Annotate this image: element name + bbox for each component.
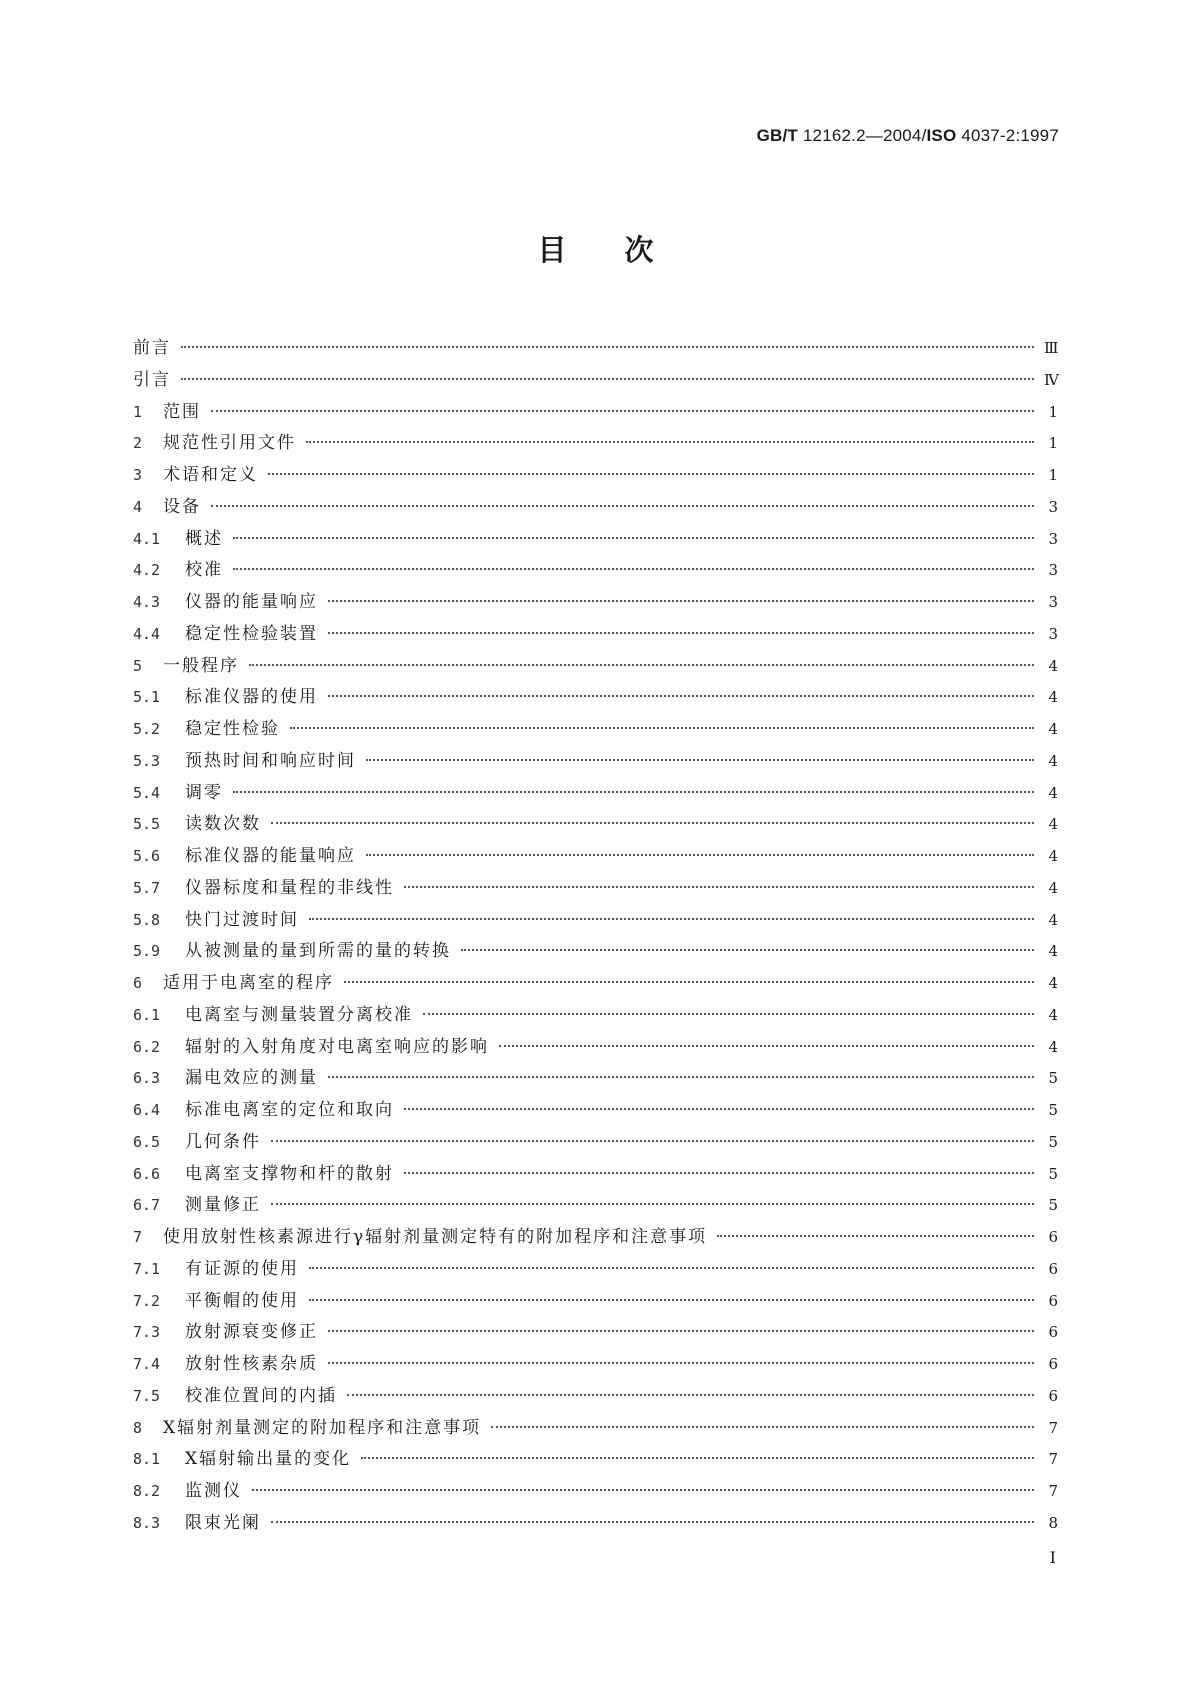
toc-entry-number: 6 bbox=[133, 974, 143, 992]
toc-entry-title: 适用于电离室的程序 bbox=[163, 973, 334, 993]
toc-entry-number: 6.7 bbox=[133, 1196, 161, 1215]
toc-entry[interactable] bbox=[133, 746, 1058, 778]
toc-entry[interactable] bbox=[133, 651, 1058, 683]
toc-entry-page: 5 bbox=[1048, 1132, 1058, 1151]
toc-entry-title: 标准电离室的定位和取向 bbox=[185, 1100, 394, 1120]
toc-entry-number: 7.5 bbox=[133, 1386, 161, 1405]
toc-entry-number: 8 bbox=[133, 1418, 143, 1437]
toc-dot-leader bbox=[347, 1394, 1034, 1396]
toc-entry[interactable] bbox=[133, 555, 1058, 587]
toc-entry-page: 6 bbox=[1048, 1259, 1058, 1278]
toc-entry-number: 8.1 bbox=[133, 1450, 161, 1469]
toc-entry-title: 快门过渡时间 bbox=[185, 909, 299, 930]
toc-entry-title: 概述 bbox=[185, 528, 223, 549]
toc-entry-title: 读数次数 bbox=[185, 814, 261, 835]
toc-entry-title: 范围 bbox=[163, 401, 201, 422]
toc-entry-page: 5 bbox=[1048, 1069, 1058, 1088]
toc-entry-page: 8 bbox=[1048, 1513, 1058, 1532]
toc-entry-number: 8.2 bbox=[133, 1482, 161, 1500]
toc-entry[interactable] bbox=[133, 365, 1058, 397]
toc-entry-page: 6 bbox=[1048, 1386, 1058, 1405]
toc-entry-number: 3 bbox=[133, 466, 143, 484]
toc-entry-title: 平衡帽的使用 bbox=[185, 1290, 299, 1311]
toc-entry-page: 4 bbox=[1048, 878, 1058, 897]
toc-entry-number: 7.3 bbox=[133, 1323, 161, 1342]
toc-entry-title: 前言 bbox=[133, 338, 171, 358]
toc-entry-page: 4 bbox=[1048, 1037, 1058, 1056]
toc-entry-number: 7.1 bbox=[133, 1259, 161, 1278]
toc-entry[interactable] bbox=[133, 778, 1058, 810]
toc-entry-page: 7 bbox=[1048, 1450, 1058, 1469]
page-number: I bbox=[1049, 1548, 1056, 1567]
toc-entry-title: 校准 bbox=[185, 560, 223, 581]
toc-entry-title: 监测仪 bbox=[185, 1481, 242, 1501]
toc-entry-title: 几何条件 bbox=[185, 1131, 261, 1152]
toc-dot-leader bbox=[328, 1076, 1034, 1078]
toc-dot-leader bbox=[268, 473, 1034, 475]
toc-dot-leader bbox=[361, 1457, 1034, 1459]
toc-entry-page: 4 bbox=[1048, 942, 1058, 961]
standard-code-iso: ISO bbox=[926, 126, 957, 145]
standard-code bbox=[757, 126, 1059, 146]
toc-entry-page: 7 bbox=[1048, 1418, 1058, 1437]
toc-entry-page: 5 bbox=[1048, 1196, 1058, 1215]
toc-entry-page: 4 bbox=[1048, 974, 1058, 992]
toc-entry-page: 3 bbox=[1048, 593, 1058, 611]
toc-dot-leader bbox=[423, 1013, 1034, 1015]
toc-entry-page: 1 bbox=[1048, 402, 1058, 421]
toc-dot-leader bbox=[252, 1489, 1034, 1491]
table-of-contents bbox=[133, 333, 1058, 1540]
toc-entry-page: Ⅲ bbox=[1044, 339, 1059, 357]
toc-entry-title: 放射性核素杂质 bbox=[185, 1354, 318, 1374]
toc-entry-number: 5.3 bbox=[133, 751, 161, 770]
toc-entry-title: 仪器标度和量程的非线性 bbox=[185, 877, 394, 898]
toc-entry[interactable] bbox=[133, 1317, 1058, 1349]
toc-entry-title: 规范性引用文件 bbox=[163, 433, 296, 454]
toc-dot-leader bbox=[309, 1267, 1034, 1269]
toc-entry[interactable] bbox=[133, 1095, 1058, 1127]
toc-entry-number: 5.7 bbox=[133, 878, 161, 897]
toc-entry[interactable] bbox=[133, 524, 1058, 556]
toc-entry-number: 4.3 bbox=[133, 593, 161, 611]
toc-entry-number: 8.3 bbox=[133, 1513, 161, 1532]
toc-dot-leader bbox=[306, 441, 1034, 443]
toc-dot-leader bbox=[211, 505, 1034, 507]
toc-entry-page: 4 bbox=[1048, 847, 1058, 865]
toc-entry-page: 7 bbox=[1048, 1482, 1058, 1500]
toc-entry-title: 稳定性检验装置 bbox=[185, 623, 318, 644]
toc-dot-leader bbox=[366, 854, 1034, 856]
toc-dot-leader bbox=[461, 949, 1034, 951]
toc-entry[interactable] bbox=[133, 936, 1058, 968]
toc-entry-page: 1 bbox=[1048, 434, 1058, 453]
toc-entry-number: 5.8 bbox=[133, 910, 161, 929]
toc-entry-title: 电离室与测量装置分离校准 bbox=[185, 1004, 413, 1025]
toc-dot-leader bbox=[328, 695, 1034, 697]
toc-dot-leader bbox=[328, 632, 1034, 634]
toc-entry-number: 7.4 bbox=[133, 1355, 161, 1373]
toc-entry-number: 6.5 bbox=[133, 1132, 161, 1151]
toc-entry-number: 6.4 bbox=[133, 1101, 161, 1119]
toc-entry-title: 使用放射性核素源进行γ辐射剂量测定特有的附加程序和注意事项 bbox=[163, 1227, 708, 1247]
toc-entry-page: 3 bbox=[1048, 561, 1058, 580]
toc-entry-title: 校准位置间的内插 bbox=[185, 1385, 337, 1406]
toc-entry[interactable] bbox=[133, 1063, 1058, 1095]
toc-entry-number: 7.2 bbox=[133, 1291, 161, 1310]
toc-dot-leader bbox=[211, 410, 1034, 412]
toc-entry[interactable] bbox=[133, 1254, 1058, 1286]
toc-dot-leader bbox=[328, 600, 1034, 602]
toc-entry-page: 6 bbox=[1048, 1323, 1058, 1342]
toc-entry[interactable] bbox=[133, 333, 1058, 365]
toc-entry-title: 测量修正 bbox=[185, 1195, 261, 1216]
toc-dot-leader bbox=[290, 727, 1034, 729]
toc-dot-leader bbox=[404, 1108, 1034, 1110]
toc-entry-page: 6 bbox=[1048, 1291, 1058, 1310]
toc-entry-page: 3 bbox=[1048, 497, 1058, 516]
toc-dot-leader bbox=[344, 981, 1034, 983]
toc-entry[interactable] bbox=[133, 714, 1058, 746]
toc-dot-leader bbox=[491, 1426, 1034, 1428]
toc-dot-leader bbox=[249, 664, 1034, 666]
toc-entry-page: 4 bbox=[1048, 656, 1058, 675]
toc-entry[interactable] bbox=[133, 1286, 1058, 1318]
toc-entry[interactable] bbox=[133, 1349, 1058, 1381]
toc-entry-number: 6.3 bbox=[133, 1069, 161, 1088]
toc-entry-title: 一般程序 bbox=[163, 655, 239, 676]
toc-dot-leader bbox=[233, 568, 1034, 570]
toc-entry-number: 5 bbox=[133, 656, 143, 675]
toc-dot-leader bbox=[404, 1172, 1034, 1174]
toc-entry[interactable] bbox=[133, 587, 1058, 619]
toc-dot-leader bbox=[366, 759, 1034, 761]
toc-entry-page: 5 bbox=[1048, 1101, 1058, 1119]
toc-entry-page: 4 bbox=[1048, 1005, 1058, 1024]
toc-entry-title: 辐射的入射角度对电离室响应的影响 bbox=[185, 1036, 489, 1057]
toc-entry-number: 4 bbox=[133, 497, 143, 516]
toc-entry-page: 4 bbox=[1048, 720, 1058, 738]
toc-entry[interactable] bbox=[133, 1000, 1058, 1032]
toc-dot-leader bbox=[309, 1299, 1034, 1301]
toc-dot-leader bbox=[328, 1362, 1034, 1364]
toc-entry-number: 6.6 bbox=[133, 1164, 161, 1183]
toc-entry-title: 标准仪器的能量响应 bbox=[185, 846, 356, 866]
toc-entry-title: 从被测量的量到所需的量的转换 bbox=[185, 941, 451, 962]
toc-entry-title: 引言 bbox=[133, 369, 171, 390]
toc-entry[interactable] bbox=[133, 873, 1058, 905]
toc-dot-leader bbox=[271, 822, 1034, 824]
toc-entry-page: Ⅳ bbox=[1044, 370, 1059, 389]
toc-dot-leader bbox=[233, 537, 1034, 539]
toc-entry-number: 6.2 bbox=[133, 1037, 161, 1056]
toc-dot-leader bbox=[181, 378, 1034, 380]
toc-entry-page: 6 bbox=[1048, 1228, 1058, 1246]
toc-dot-leader bbox=[499, 1045, 1034, 1047]
toc-entry-number: 4.2 bbox=[133, 561, 161, 580]
toc-entry[interactable] bbox=[133, 1508, 1058, 1540]
toc-entry-title: 有证源的使用 bbox=[185, 1258, 299, 1279]
toc-entry[interactable] bbox=[133, 1159, 1058, 1191]
toc-entry-page: 4 bbox=[1048, 783, 1058, 802]
toc-entry-title: 漏电效应的测量 bbox=[185, 1068, 318, 1089]
toc-dot-leader bbox=[328, 1330, 1034, 1332]
toc-entry-page: 1 bbox=[1048, 466, 1058, 484]
toc-dot-leader bbox=[271, 1521, 1034, 1523]
toc-entry-page: 5 bbox=[1048, 1164, 1058, 1183]
toc-entry[interactable] bbox=[133, 619, 1058, 651]
toc-entry-number: 6.1 bbox=[133, 1005, 161, 1024]
toc-entry-page: 4 bbox=[1048, 910, 1058, 929]
toc-entry-number: 5.6 bbox=[133, 847, 161, 865]
toc-entry-title: 调零 bbox=[185, 782, 223, 803]
toc-dot-leader bbox=[181, 346, 1034, 348]
toc-entry-title: 电离室支撑物和杆的散射 bbox=[185, 1163, 394, 1184]
toc-entry[interactable] bbox=[133, 428, 1058, 460]
toc-entry-title: 仪器的能量响应 bbox=[185, 592, 318, 612]
toc-entry-title: 限束光阑 bbox=[185, 1512, 261, 1533]
toc-entry-title: 术语和定义 bbox=[163, 465, 258, 485]
toc-entry-number: 5.9 bbox=[133, 942, 161, 961]
toc-entry[interactable] bbox=[133, 492, 1058, 524]
toc-dot-leader bbox=[233, 791, 1034, 793]
toc-entry-page: 4 bbox=[1048, 815, 1058, 834]
standard-code-number: 12162.2—2004/ bbox=[797, 126, 927, 145]
toc-entry-title: X辐射输出量的变化 bbox=[185, 1449, 352, 1470]
toc-entry-page: 4 bbox=[1048, 751, 1058, 770]
toc-entry[interactable] bbox=[133, 1222, 1058, 1254]
toc-entry[interactable] bbox=[133, 1413, 1058, 1445]
toc-entry[interactable] bbox=[133, 460, 1058, 492]
toc-entry[interactable] bbox=[133, 809, 1058, 841]
toc-entry[interactable] bbox=[133, 968, 1058, 1000]
toc-entry-title: 放射源衰变修正 bbox=[185, 1322, 318, 1343]
standard-code-prefix: GB/T bbox=[756, 126, 798, 145]
toc-entry-number: 4.4 bbox=[133, 624, 161, 643]
toc-entry-page: 3 bbox=[1048, 624, 1058, 643]
toc-entry-number: 5.4 bbox=[133, 783, 161, 802]
standard-code-iso-number: 4037-2:1997 bbox=[956, 126, 1059, 145]
toc-entry-number: 5.1 bbox=[133, 688, 161, 707]
toc-entry-number: 2 bbox=[133, 434, 143, 453]
toc-entry[interactable] bbox=[133, 682, 1058, 714]
toc-entry[interactable] bbox=[133, 1127, 1058, 1159]
toc-entry[interactable] bbox=[133, 1444, 1058, 1476]
toc-entry-title: 稳定性检验 bbox=[185, 719, 280, 739]
toc-entry[interactable] bbox=[133, 841, 1058, 873]
toc-dot-leader bbox=[271, 1140, 1034, 1142]
toc-entry-number: 4.1 bbox=[133, 529, 161, 548]
toc-entry-title: 设备 bbox=[163, 496, 201, 517]
toc-entry[interactable] bbox=[133, 1032, 1058, 1064]
toc-entry-number: 1 bbox=[133, 402, 143, 421]
toc-entry[interactable] bbox=[133, 1190, 1058, 1222]
toc-entry-title: 预热时间和响应时间 bbox=[185, 750, 356, 771]
toc-entry-page: 3 bbox=[1048, 529, 1058, 548]
toc-entry-number: 7 bbox=[133, 1228, 143, 1246]
toc-dot-leader bbox=[404, 886, 1034, 888]
page-title: 目次 bbox=[537, 233, 712, 267]
toc-entry-number: 5.5 bbox=[133, 815, 161, 834]
toc-entry-number: 5.2 bbox=[133, 720, 161, 738]
toc-entry-title: X辐射剂量测定的附加程序和注意事项 bbox=[163, 1417, 482, 1438]
toc-entry[interactable] bbox=[133, 1476, 1058, 1508]
toc-entry[interactable] bbox=[133, 1381, 1058, 1413]
toc-entry[interactable] bbox=[133, 397, 1058, 429]
toc-dot-leader bbox=[271, 1203, 1034, 1205]
toc-entry[interactable] bbox=[133, 905, 1058, 937]
toc-dot-leader bbox=[309, 918, 1034, 920]
toc-entry-title: 标准仪器的使用 bbox=[185, 687, 318, 708]
toc-entry-page: 6 bbox=[1048, 1355, 1058, 1373]
toc-dot-leader bbox=[717, 1235, 1034, 1237]
toc-entry-page: 4 bbox=[1048, 688, 1058, 707]
